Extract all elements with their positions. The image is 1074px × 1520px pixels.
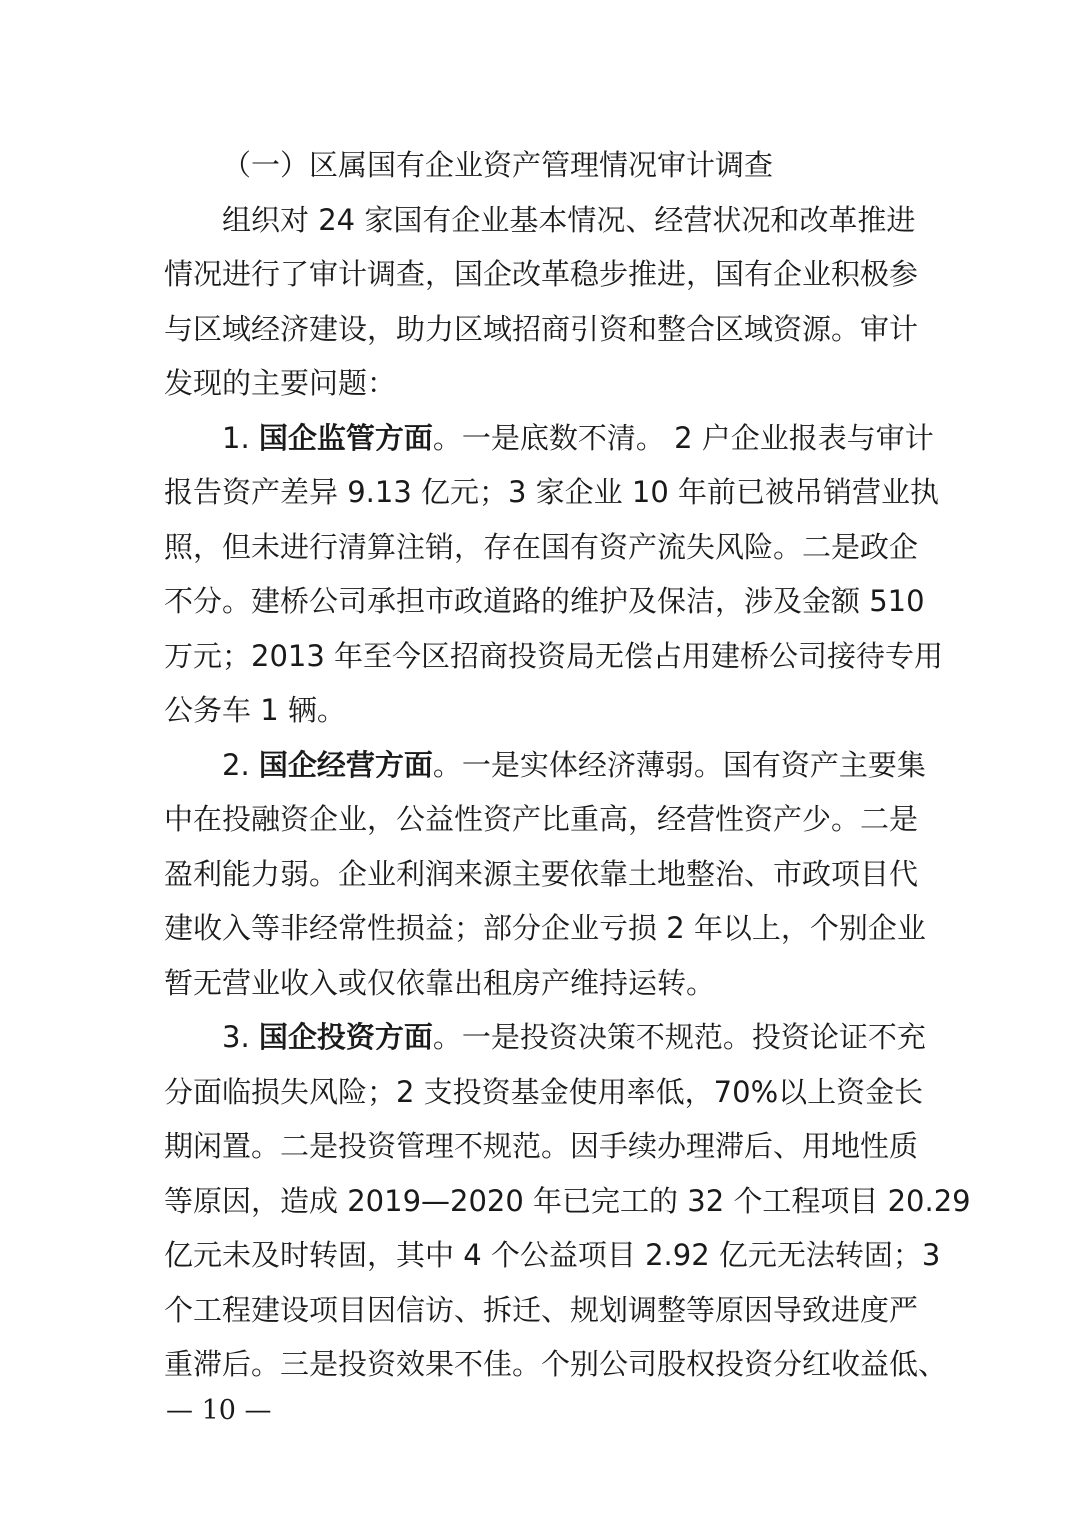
item-title: 国企投资方面 [258, 1020, 433, 1054]
paragraph-line: 报告资产差异 9.13 亿元；3 家企业 10 年前已被吊销营业执 [164, 475, 940, 509]
item-number: 3. [222, 1020, 259, 1054]
paragraph-line: 万元；2013 年至今区招商投资局无偿占用建桥公司接待专用 [164, 638, 944, 673]
paragraph-first-line [164, 411, 934, 466]
paragraph-first-line [164, 1010, 926, 1065]
paragraph-line: 建收入等非经常性损益；部分企业亏损 2 年以上，个别企业 [164, 911, 926, 945]
paragraph-line: 个工程建设项目因信访、拆迁、规划调整等原因导致进度严 [164, 1292, 919, 1327]
item-1-paragraph [164, 411, 944, 738]
item-text: 。一是底数不清。 2 户企业报表与审计 [432, 420, 934, 455]
section-heading: （一）区属国有企业资产管理情况审计调查 [222, 148, 774, 182]
item-title: 国企经营方面 [258, 747, 433, 782]
paragraph-line: 期闲置。二是投资管理不规范。因手续办理滞后、用地性质 [164, 1129, 919, 1163]
paragraph-line: 分面临损失风险；2 支投资基金使用率低，70%以上资金长 [164, 1074, 924, 1109]
item-text: 。一是实体经济薄弱。国有资产主要集 [432, 747, 926, 782]
paragraph-line: 亿元未及时转固，其中 4 个公益项目 2.92 亿元无法转固；3 [164, 1238, 941, 1272]
item-number: 2. [222, 747, 259, 782]
page-number: — 10 — [166, 1395, 272, 1426]
paragraph-line: 中在投融资企业，公益性资产比重高，经营性资产少。二是 [164, 802, 919, 836]
item-3-paragraph [164, 1010, 971, 1392]
item-title: 国企监管方面 [258, 420, 433, 455]
paragraph-first-line [164, 738, 926, 793]
paragraph-line: 发现的主要问题： [164, 366, 397, 400]
paragraph-line: 组织对 24 家国有企业基本情况、经营状况和改革推进 [222, 202, 916, 237]
paragraph-line: 公务车 1 辆。 [164, 693, 346, 727]
paragraph-line: 重滞后。三是投资效果不佳。个别公司股权投资分红收益低、 [164, 1347, 948, 1381]
intro-paragraph [164, 193, 919, 411]
paragraph-line: 暂无营业收入或仅依靠出租房产维持运转。 [164, 965, 716, 1000]
paragraph-line: 照，但未进行清算注销，存在国有资产流失风险。二是政企 [164, 529, 919, 564]
item-number: 1. [222, 420, 259, 455]
item-2-paragraph [164, 738, 926, 1011]
paragraph-line: 与区域经济建设，助力区域招商引资和整合区域资源。审计 [164, 311, 919, 346]
paragraph-line: 不分。建桥公司承担市政道路的维护及保洁，涉及金额 510 [164, 584, 925, 618]
paragraph-line: 盈利能力弱。企业利润来源主要依靠土地整治、市政项目代 [164, 856, 919, 891]
paragraph-line: 情况进行了审计调查，国企改革稳步推进，国有企业积极参 [164, 257, 919, 291]
document-body [164, 138, 971, 1392]
paragraph-line: 等原因，造成 2019—2020 年已完工的 32 个工程项目 20.29 [164, 1183, 971, 1218]
item-text: 。一是投资决策不规范。投资论证不充 [432, 1020, 926, 1054]
